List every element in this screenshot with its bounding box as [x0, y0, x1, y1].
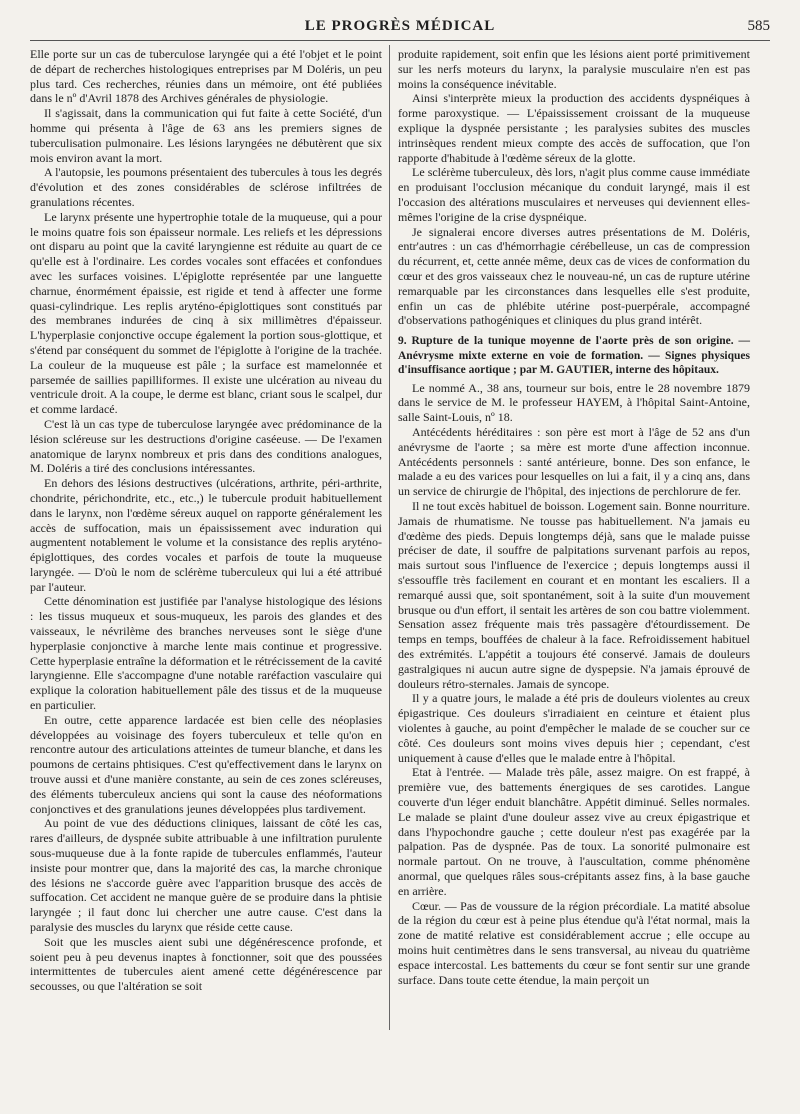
- paragraph: produite rapidement, soit enfin que les lésions aient porté primitivement sur les nerfs moteurs du larynx, la paralysie musculaire n'en est pas moins la conséquence inévitable.: [398, 47, 750, 91]
- paragraph: Etat à l'entrée. — Malade très pâle, assez maigre. On est frappé, à première vue, des battements énergiques de ses carotides. Langue couverte d'un léger enduit blanchâtre. Appétit diminué. Selles normales. Le malade se plaint d'une douleur assez vive au creux épigastrique et dans l'hypochondre gauche ; cette douleur n'est pas exagérée par la palpation. Pas de dyspnée. Pas de toux. La sonorité pulmonaire est normale partout. On ne trouve, à l'auscultation, comme phénomène anormal, que quelques râles sous-crépitants assez fins, à la base gauche en arrière.: [398, 765, 750, 898]
- column-divider: [389, 45, 390, 1030]
- paragraph: Cœur. — Pas de voussure de la région précordiale. La matité absolue de la région du cœur est à peine plus étendue qu'à l'état normal, mais la zone de matité relative est considérablement accrue ; elle occupe au moins huit centimètres dans le sens transversal, au niveau du quatrième espace intercostal. Les battements du cœur se font sentir sur une grande surface. Dans toute cette étendue, la main perçoit un: [398, 898, 750, 987]
- paragraph: Le sclérème tuberculeux, dès lors, n'agit plus comme cause immédiate en produisant l'occlusion mécanique du conduit laryngé, mais il est l'occasion des altérations musculaires et nerveuses qui deviennent elles-mêmes l'origine de la crise dyspnéique.: [398, 165, 750, 224]
- page-number: 585: [747, 18, 770, 34]
- paragraph: Cette dénomination est justifiée par l'analyse histologique des lésions : les tissus muqueux et sous-muqueux, les parois des glandes et des vaisseaux, le névrilème des branches nerveuses sont le siège d'une hyperplasie conjonctive à marche lente mais continue et progressive. Cette hyperplasie entraîne la déformation et le rétrécissement de la cavité laryngienne. Elle s'accompagne d'une notable raréfaction vasculaire qui explique la coloration habituellement pâle des tissus et de la muqueuse en particulier.: [30, 594, 382, 713]
- paragraph: A l'autopsie, les poumons présentaient des tubercules à tous les degrés d'évolution et des zones considérables de sclérose infiltrées de granulations récentes.: [30, 165, 382, 209]
- paragraph: Antécédents héréditaires : son père est mort à l'âge de 52 ans d'un anévrysme de l'aorte ; sa mère est morte d'une affection inconnue. Antécédents personnels : santé antérieure, bonne. Des son enfance, le malade a eu des varices pour lesquelles on lui a fait, il y a cinq ans, dans un service de chirurgie de l'hôpital, des injections de perchlorure de fer.: [398, 425, 750, 499]
- paragraph: Soit que les muscles aient subi une dégénérescence profonde, et soient peu à peu devenus inaptes à fonctionner, soit que des poussées intermittentes de tubercules aient amené cette dégénérescence par secousses, ou que l'altération se soit: [30, 934, 382, 994]
- paragraph: Il ne tout excès habituel de boisson. Logement sain. Bonne nourriture. Jamais de rhumatisme. Ne tousse pas habituellement. N'a jamais eu d'œdème des pieds. Depuis longtemps déjà, sans que le malade puisse préciser de date, il souffre de palpitations survenant parfois au repos, mais surtout sous l'influence de l'exercice ; depuis longtemps aussi il s'essouffle très facilement en courant et en montant les escaliers. Il a remarqué aussi que, soit spontanément, soit à la suite d'un mouvement brusque ou d'un effort, il sentait les artères de son cou battre violemment. Sensation assez fréquente mais très passagère d'étourdissement. De temps en temps, bouffées de chaleur à la face. Refroidissement habituel des extrémités. L'appétit a toujours été conservé. Jamais de douleurs gastralgiques ni aucun autre signe de dyspepsie. N'a jamais éprouvé de douleurs rétro-sternales. Jamais de syncope.: [398, 499, 750, 691]
- paragraph: Il s'agissait, dans la communication qui fut faite à cette Société, d'un homme qui présenta à l'âge de 63 ans les premiers signes de tuberculisation pulmonaire. Les lésions laryngées ne débutèrent que six mois environ avant la mort.: [30, 106, 382, 165]
- paragraph: Le larynx présente une hypertrophie totale de la muqueuse, qui a pour le moins quatre fois son épaisseur normale. Les reliefs et les dépressions ont disparu au point que la cavité laryngienne est réduite au quart de ce qu'elle est à l'ordinaire. Les cordes vocales sont effacées et confondues avec les surfaces voisines. L'épiglotte représentée par une languette charnue, énormément épaissie, est rigide et tend à affecter une forme quasi-cylindrique. Les replis aryténo-épiglottiques sont constitués par des membranes indurées de cinq à six millimètres d'épaisseur. L'hyperplasie conjonctive occupe également la portion sous-glottique, et s'étend par conséquent du sommet de l'épiglotte à l'origine de la trachée. La couleur de la muqueuse est pâle ; la surface est mamelonnée et parsemée de saillies papilliformes. Il existe une ulcération au niveau du ventricule droit. A la coupe, le derme est blanc, criant sous le scalpel, dur et comme lardacé.: [30, 209, 382, 417]
- paragraph: Il y a quatre jours, le malade a été pris de douleurs violentes au creux épigastrique. Ces douleurs s'irradiaient en ceinture et étaient plus violentes à gauche, au point d'empêcher le malade de se coucher sur ce côté. Ces douleurs sont moins vives depuis hier ; cependant, c'est uniquement à cause d'elles que le malade entre à l'hôpital.: [398, 691, 750, 765]
- paragraph: Le nommé A., 38 ans, tourneur sur bois, entre le 28 novembre 1879 dans le service de M. le professeur HAYEM, à l'hôpital Saint-Antoine, salle Saint-Louis, nº 18.: [398, 380, 750, 425]
- paragraph: Je signalerai encore diverses autres présentations de M. Doléris, entr'autres : un cas d'hémorrhagie cérébelleuse, un cas de compression du récurrent, et, cette année même, deux cas de vices de conformation du cœur et des gros vaisseaux chez le nouveau-né, un cas de rupture utérine remarquable par les circonstances dans lesquelles elle s'est produite, enfin un cas de phlébite utérine post-puerpérale, accompagné d'observations pathogéniques et cliniques du plus grand intérêt.: [398, 224, 750, 328]
- paragraph: En outre, cette apparence lardacée est bien celle des néoplasies développées au voisinage des foyers tuberculeux et telle qu'on en rencontre autour des articulations atteintes de tumeur blanche, et dans les poumons de certains phtisiques. C'est qu'effectivement dans le larynx on trouve aussi et d'une manière constante, au sein de ces zones scléreuses, des éléments tuberculeux anciens qui sont la cause des néoformations conjonctives et des granulations jeunes développées plus tardivement.: [30, 712, 382, 816]
- right-column: [398, 47, 750, 987]
- paragraph: Elle porte sur un cas de tuberculose laryngée qui a été l'objet et le point de départ de recherches histologiques entreprises par M Doléris, un peu plus tard. Ces recherches, réunies dans un mémoire, ont été publiées dans le nº d'Avril 1878 des Archives générales de physiologie.: [30, 47, 382, 106]
- paragraph: Ainsi s'interprète mieux la production des accidents dyspnéiques à forme paroxystique. — L'épaississement croissant de la muqueuse explique la dyspnée persistante ; les paralysies subites des muscles intrinsèques rendent mieux compte des accès de suffocation, que l'on rapporte d'habitude à l'œdème séreux de la glotte.: [398, 91, 750, 165]
- left-column: [30, 47, 382, 994]
- section-heading: 9. Rupture de la tunique moyenne de l'aorte près de son origine. — Anévrysme mixte externe en voie de formation. — Signes physiques d'insuffisance aortique ; par M. GAUTIER, interne des hôpitaux.: [398, 335, 750, 377]
- paragraph: C'est là un cas type de tuberculose laryngée avec prédominance de la lésion scléreuse sur les destructions d'origine caséeuse. — De l'examen anatomique de larynx nombreux et pris dans des conditions analogues, M. Doléris a tiré des conclusions intéressantes.: [30, 416, 382, 476]
- page-header: [30, 18, 770, 38]
- paragraph: Au point de vue des déductions cliniques, laissant de côté les cas, rares d'ailleurs, de dyspnée subite attribuable à une infiltration purulente sous-muqueuse due à la fonte rapide de tubercules enflammés, l'auteur insiste pour montrer que, dans la majorité des cas, la marche chronique des lésions ne s'accorde guère avec l'apparition brusque des accès de suffocation. Cet accident ne manque guère de se produire dans la phtisie laryngée ; il faut donc lui chercher une autre cause. C'est dans la paralysie des muscles du larynx que réside cette cause.: [30, 816, 382, 935]
- paragraph: En dehors des lésions destructives (ulcérations, arthrite, péri-arthrite, chondrite, périchondrite, etc., etc.,) le tubercule produit habituellement dans le larynx, non l'œdème séreux auquel on rapporte généralement les accès de suffocation, mais un épaississement avec induration qui augmentent notablement le volume et la consistance des replis aryténo-épiglottiques, des cordes vocales et parfois de toute la muqueuse laryngée. — D'où le nom de sclérème tuberculeux qui lui a été attribué par l'auteur.: [30, 476, 382, 594]
- journal-title: LE PROGRÈS MÉDICAL: [304, 18, 496, 34]
- header-rule: [30, 40, 770, 41]
